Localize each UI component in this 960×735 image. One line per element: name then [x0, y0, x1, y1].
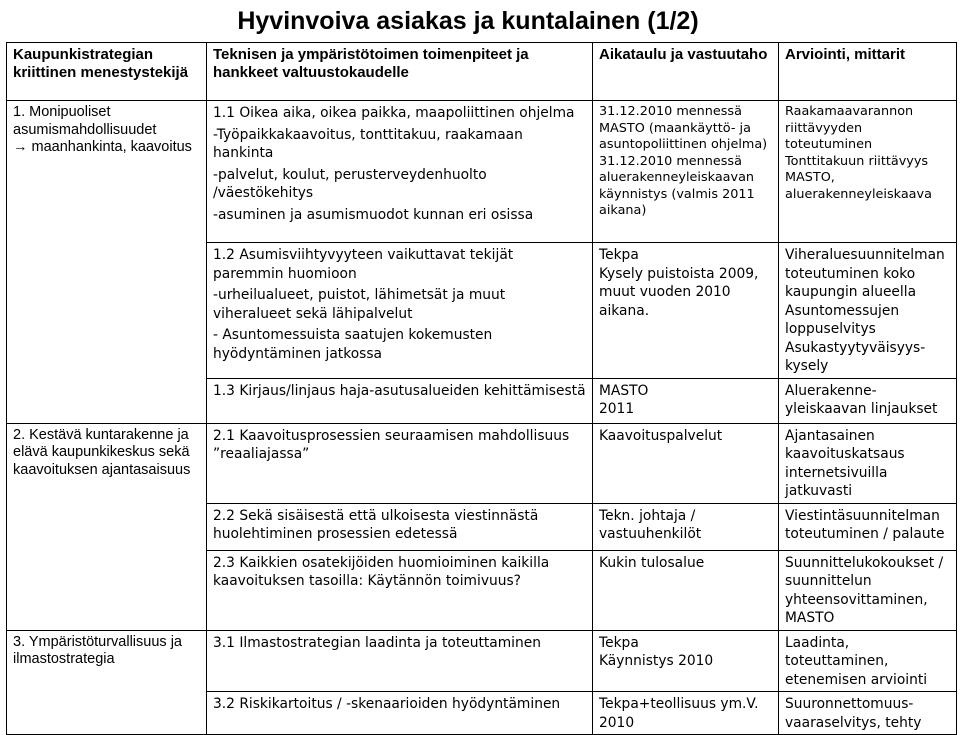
table-row	[7, 101, 957, 243]
strategy-cell-3	[7, 630, 207, 735]
header-row	[7, 43, 957, 101]
action-text: - Asuntomessuista saatujen kokemusten hyödyntäminen jatkossa	[213, 327, 493, 362]
table-row	[7, 630, 957, 692]
schedule-text: 2011	[599, 401, 635, 417]
schedule-text: MASTO (maankäyttö- ja asuntopoliittinen ohjelma)	[599, 120, 768, 152]
action-cell	[207, 550, 593, 630]
table-row	[7, 423, 957, 503]
evaluation-text: Asukastyytyväisyys-kysely	[785, 339, 926, 374]
action-text: 1.1 Oikea aika, oikea paikka, maapoliittinen ohjelma	[213, 105, 575, 121]
evaluation-cell	[779, 550, 957, 630]
evaluation-text: Suuronnettomuus-vaaraselvitys, tehty	[785, 696, 922, 731]
strategy-2-title: 2. Kestävä kuntarakenne ja elävä kaupunkikeskus sekä kaavoituksen ajantasaisuus	[13, 426, 191, 478]
action-text: -Työpaikkakaavoitus, tonttitakuu, raakamaan hankinta	[213, 126, 523, 161]
schedule-text: Tekpa	[599, 634, 639, 651]
action-text: 3.2 Riskikartoitus / -skenaarioiden hyödyntäminen	[213, 696, 561, 712]
strategy-cell-2	[7, 423, 207, 630]
action-cell	[207, 630, 593, 692]
evaluation-cell	[779, 692, 957, 735]
schedule-cell	[593, 503, 779, 550]
schedule-cell	[593, 101, 779, 243]
evaluation-cell	[779, 243, 957, 379]
action-text: 3.1 Ilmastostrategian laadinta ja toteuttaminen	[213, 634, 541, 651]
evaluation-cell	[779, 630, 957, 692]
action-cell	[207, 423, 593, 503]
arrow-right-icon: →	[13, 139, 28, 155]
evaluation-text: Viheraluesuunnitelman toteutuminen koko kaupungin alueella	[785, 247, 945, 300]
schedule-cell	[593, 550, 779, 630]
header-evaluation: Arviointi, mittarit	[779, 43, 957, 101]
strategy-table	[6, 42, 957, 735]
schedule-text: Kysely puistoista 2009, muut vuoden 2010 aikana.	[599, 265, 759, 319]
schedule-text: 31.12.2010 mennessä aluerakenneyleiskaavan käynnistys (valmis 2011 aikana)	[599, 153, 755, 218]
action-text: -palvelut, koulut, perusterveydenhuolto /väestökehitys	[213, 166, 487, 201]
action-cell	[207, 503, 593, 550]
action-cell	[207, 243, 593, 379]
strategy-cell-1	[7, 101, 207, 424]
action-text: 1.2 Asumisviihtyvyyteen vaikuttavat tekijät paremmin huomioon	[213, 247, 514, 282]
evaluation-cell	[779, 503, 957, 550]
action-text: 2.3 Kaikkien osatekijöiden huomioiminen kaikilla kaavoituksen tasoilla: Käytännön toimivuus?	[213, 554, 550, 589]
evaluation-text: Viestintäsuunnitelman toteutuminen / palaute	[785, 507, 945, 542]
header-actions: Teknisen ja ympäristötoimen toimenpiteet ja hankkeet valtuustokaudelle	[207, 43, 593, 101]
schedule-text: Tekpa+teollisuus ym.V. 2010	[599, 696, 759, 731]
header-schedule: Aikataulu ja vastuutaho	[593, 43, 779, 101]
evaluation-text: Ajantasainen kaavoituskatsaus internetsivuilla jatkuvasti	[785, 427, 905, 499]
strategy-3-title: 3. Ympäristöturvallisuus ja ilmastostrategia	[13, 633, 182, 667]
schedule-text: Kaavoituspalvelut	[599, 427, 723, 444]
action-text: 1.3 Kirjaus/linjaus haja-asutusalueiden kehittämisestä	[213, 382, 586, 399]
action-cell	[207, 378, 593, 423]
page-title: Hyvinvoiva asiakas ja kuntalainen (1/2)	[237, 7, 699, 35]
schedule-text: Tekn. johtaja / vastuuhenkilöt	[599, 507, 702, 542]
strategy-1-subtitle: maanhankinta, kaavoitus	[27, 139, 192, 155]
action-text: -urheilualueet, puistot, lähimetsät ja muut viheralueet sekä lähipalvelut	[213, 287, 506, 322]
action-cell	[207, 101, 593, 243]
schedule-cell	[593, 378, 779, 423]
schedule-cell	[593, 243, 779, 379]
evaluation-text: Laadinta, toteuttaminen, etenemisen arviointi	[785, 634, 928, 688]
schedule-cell	[593, 423, 779, 503]
schedule-text: 31.12.2010 mennessä	[599, 104, 742, 119]
evaluation-text: Raakamaavarannon riittävyyden toteutuminen	[785, 104, 914, 152]
action-text: 2.1 Kaavoitusprosessien seuraamisen mahdollisuus ”reaaliajassa”	[213, 427, 570, 462]
strategy-1-title: 1. Monipuoliset asumismahdollisuudet	[13, 104, 157, 138]
schedule-text: Tekpa	[599, 247, 639, 263]
schedule-cell	[593, 630, 779, 692]
action-text: 2.2 Sekä sisäisestä että ulkoisesta viestinnästä huolehtiminen prosessien edetessä	[213, 507, 539, 542]
evaluation-text: Asuntomessujen loppuselvitys	[785, 302, 900, 337]
evaluation-cell	[779, 378, 957, 423]
action-text: -asuminen ja asumismuodot kunnan eri osissa	[213, 206, 534, 223]
schedule-text: MASTO	[599, 382, 649, 399]
schedule-cell	[593, 692, 779, 735]
schedule-text: Kukin tulosalue	[599, 554, 705, 571]
header-strategy: Kaupunkistrategian kriittinen menestystekijä	[7, 43, 207, 101]
evaluation-text: MASTO, aluerakenneyleiskaava	[785, 170, 932, 202]
evaluation-cell	[779, 423, 957, 503]
evaluation-cell	[779, 101, 957, 243]
evaluation-text: Suunnittelukokoukset / suunnittelun yhteensovittaminen, MASTO	[785, 554, 944, 626]
evaluation-text: Aluerakenne-yleiskaavan linjaukset	[785, 382, 938, 417]
schedule-text: Käynnistys 2010	[599, 653, 714, 669]
evaluation-text: Tonttitakuun riittävyys	[785, 153, 929, 169]
action-cell	[207, 692, 593, 735]
